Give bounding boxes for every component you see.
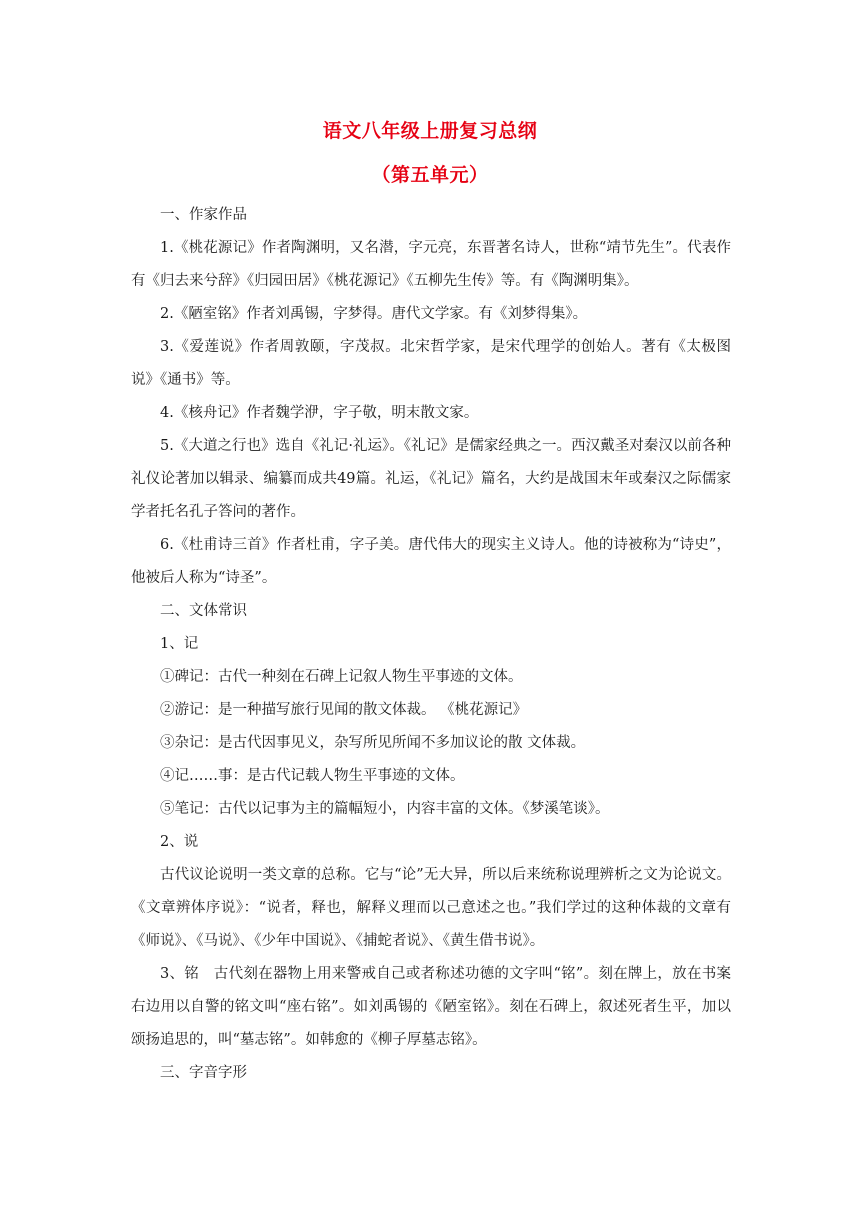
document-title: 语文八年级上册复习总纲 — [322, 120, 538, 142]
paragraph-ming: 3、铭 古代刻在器物上用来警戒自己或者称述功德的文字叫“铭”。刻在牌上，放在书案右边用以自警的铭文叫“座右铭”。如刘禹锡的《陋室铭》。刻在石碑上，叙述死者生平，加以颂扬追思的，叫“墓志铭”。如韩愈的《柳子厚墓志铭》。 — [131, 966, 731, 1048]
subheading-ji: 1、记 — [160, 636, 199, 652]
list-item-jishi: ④记……事：是古代记载人物生平事迹的文体。 — [160, 768, 465, 784]
paragraph-loushiming: 2.《陋室铭》作者刘禹锡，字梦得。唐代文学家。有《刘梦得集》。 — [160, 306, 588, 322]
paragraph-ailianshuo: 3.《爱莲说》作者周敦颐，字茂叔。北宋哲学家，是宋代理学的创始人。著有《太极图说》《通书》等。 — [131, 339, 731, 388]
list-item-beiji: ①碑记：古代一种刻在石碑上记叙人物生平事迹的文体。 — [160, 669, 523, 685]
paragraph-shuo: 古代议论说明一类文章的总称。它与“论”无大异，所以后来统称说理辨析之文为论说文。《文章辨体序说》：“说者，释也，解释义理而以己意述之也。”我们学过的这种体裁的文章有《师说》、《马说》、《少年中国说》、《捕蛇者说》、《黄生借书说》。 — [131, 867, 731, 949]
section-heading-pronunciation: 三、字音字形 — [160, 1065, 247, 1081]
list-item-zaji: ③杂记：是古代因事见义，杂写所见所闻不多加议论的散 文体裁。 — [160, 735, 586, 751]
section-heading-genres: 二、文体常识 — [160, 603, 247, 619]
subheading-shuo: 2、说 — [160, 834, 199, 850]
document-body — [131, 199, 731, 1090]
section-heading-authors: 一、作家作品 — [160, 207, 247, 223]
list-item-youji: ②游记：是一种描写旅行见闻的散文体裁。 《桃花源记》 — [160, 702, 528, 718]
list-item-biji: ⑤笔记：古代以记事为主的篇幅短小，内容丰富的文体。《梦溪笔谈》。 — [160, 801, 610, 817]
document-subtitle: （第五单元） — [371, 164, 489, 186]
paragraph-taohuayuanji: 1.《桃花源记》作者陶渊明，又名潜，字元亮，东晋著名诗人，世称“靖节先生”。代表作有《归去来兮辞》《归园田居》《桃花源记》《五柳先生传》等。有《陶渊明集》。 — [131, 240, 731, 289]
paragraph-dufu: 6.《杜甫诗三首》作者杜甫，字子美。唐代伟大的现实主义诗人。他的诗被称为“诗史”，他被后人称为“诗圣”。 — [131, 537, 731, 586]
paragraph-hezhouji: 4.《核舟记》作者魏学洢，字子敬，明末散文家。 — [160, 405, 479, 421]
paragraph-dadaozhixingye: 5.《大道之行也》选自《礼记·礼运》。《礼记》是儒家经典之一。西汉戴圣对秦汉以前各种礼仪论著加以辑录、编纂而成共49篇。礼运，《礼记》篇名，大约是战国末年或秦汉之际儒家学者托名孔子答问的著作。 — [131, 438, 731, 520]
